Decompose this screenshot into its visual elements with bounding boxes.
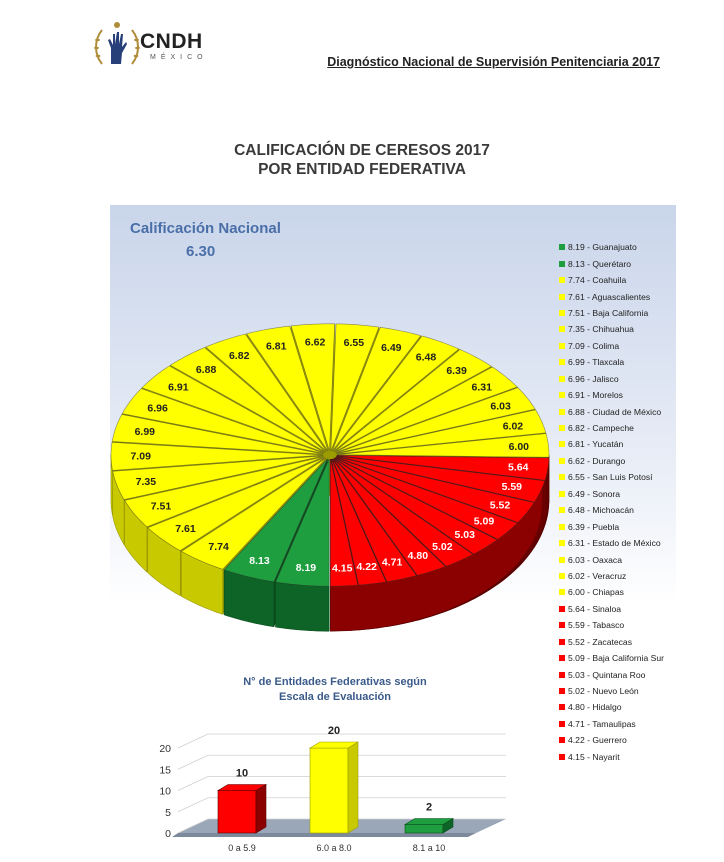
legend-label: 6.96 - Jalisco bbox=[568, 373, 619, 384]
pie-slice-label: 4.80 bbox=[407, 549, 429, 562]
pie-slice-label: 6.39 bbox=[446, 365, 467, 378]
legend-label: 4.71 - Tamaulipas bbox=[568, 718, 636, 729]
pie-slice-label: 7.61 bbox=[175, 522, 196, 535]
pie-slice-label: 7.35 bbox=[135, 475, 157, 488]
pie-slice-label: 6.02 bbox=[502, 420, 524, 433]
legend-label: 6.81 - Yucatán bbox=[568, 439, 624, 450]
bar-side bbox=[256, 785, 266, 834]
bar-category-label: 0 a 5.9 bbox=[228, 843, 256, 853]
pie-slice-label: 6.00 bbox=[508, 441, 530, 454]
bar bbox=[218, 791, 256, 834]
bar-value-label: 10 bbox=[235, 767, 249, 780]
pie-slice-label: 7.09 bbox=[130, 450, 151, 463]
pie-slice-label: 5.64 bbox=[508, 461, 529, 474]
legend-label: 4.15 - Nayarit bbox=[568, 751, 620, 762]
legend-label: 6.88 - Ciudad de México bbox=[568, 406, 662, 417]
bar bbox=[310, 748, 348, 833]
bar-floor-edge bbox=[172, 833, 476, 837]
legend-label: 6.82 - Campeche bbox=[568, 423, 634, 434]
pie-slice-label: 5.03 bbox=[454, 529, 475, 542]
pie-slice-label: 6.99 bbox=[134, 425, 156, 438]
legend-label: 5.59 - Tabasco bbox=[568, 620, 625, 631]
bar-ytick-label: 5 bbox=[165, 806, 171, 819]
pie-slice-label: 6.49 bbox=[381, 342, 402, 355]
bar-ytick-label: 10 bbox=[159, 785, 171, 798]
legend-label: 6.39 - Puebla bbox=[568, 521, 620, 532]
legend-label: 6.55 - San Luis Potosí bbox=[568, 472, 653, 483]
legend-label: 7.35 - Chihuahua bbox=[568, 324, 634, 335]
legend-label: 4.22 - Guerrero bbox=[568, 735, 627, 746]
pie-slice-label: 5.02 bbox=[432, 540, 453, 553]
bar-chart-title-line2: Escala de Evaluación bbox=[279, 691, 391, 703]
pie-slice-label: 4.71 bbox=[381, 556, 403, 569]
bar-ytick-label: 15 bbox=[159, 764, 171, 777]
pie-slice-label: 4.22 bbox=[356, 560, 377, 573]
pie-slice-label: 5.09 bbox=[473, 515, 495, 528]
pie-slice-label: 6.82 bbox=[228, 349, 250, 362]
pie-slice-label: 6.81 bbox=[266, 340, 287, 353]
bar-value-label: 2 bbox=[425, 801, 433, 814]
legend-label: 6.49 - Sonora bbox=[568, 488, 621, 499]
legend-label: 6.99 - Tlaxcala bbox=[568, 357, 625, 368]
pie-slice-label: 6.48 bbox=[415, 351, 437, 364]
legend-label: 6.31 - Estado de México bbox=[568, 538, 661, 549]
legend-label: 8.13 - Querétaro bbox=[568, 258, 632, 269]
legend-label: 7.74 - Coahuila bbox=[568, 275, 627, 286]
legend-label: 7.09 - Colima bbox=[568, 340, 620, 351]
bar-chart-area bbox=[159, 725, 506, 853]
bar-value-label: 20 bbox=[327, 725, 341, 737]
pie-slice-label: 6.55 bbox=[343, 336, 365, 349]
legend-label: 4.80 - Hidalgo bbox=[568, 702, 622, 713]
legend-label: 6.02 - Veracruz bbox=[568, 570, 627, 581]
legend-label: 7.51 - Baja California bbox=[568, 307, 649, 318]
national-score-label: Calificación Nacional bbox=[130, 220, 281, 237]
pie-slice-label: 8.13 bbox=[249, 554, 270, 567]
legend-label: 5.64 - Sinaloa bbox=[568, 603, 622, 614]
legend-label: 5.03 - Quintana Roo bbox=[568, 669, 646, 680]
pie-slice-label: 6.96 bbox=[147, 402, 168, 415]
pie-slice-label: 6.03 bbox=[490, 400, 511, 413]
pie-slice-label: 6.88 bbox=[195, 363, 217, 376]
document-title: Diagnóstico Nacional de Supervisión Penitenciaria 2017 bbox=[327, 55, 660, 69]
bar-category-label: 8.1 a 10 bbox=[412, 843, 446, 853]
legend-label: 6.00 - Chiapas bbox=[568, 587, 624, 598]
legend-label: 7.61 - Aguascalientes bbox=[568, 291, 651, 302]
legend-label: 5.02 - Nuevo León bbox=[568, 686, 639, 697]
pie-slice-label: 6.91 bbox=[168, 381, 189, 394]
pie-slice-label: 4.15 bbox=[332, 562, 353, 575]
legend-label: 5.09 - Baja California Sur bbox=[568, 653, 665, 664]
legend-label: 6.62 - Durango bbox=[568, 455, 626, 466]
chart-title-line2: POR ENTIDAD FEDERATIVA bbox=[258, 161, 466, 178]
pie-slice-label: 6.62 bbox=[304, 336, 326, 349]
pie-slice-label: 6.31 bbox=[471, 381, 492, 394]
pie-slice-label: 5.52 bbox=[489, 499, 511, 512]
chart-title-line1: CALIFICACIÓN DE CERESOS 2017 bbox=[234, 142, 490, 159]
legend-label: 6.48 - Michoacán bbox=[568, 505, 634, 516]
logo-subtext: MÉXICO bbox=[150, 54, 208, 61]
pie-slice-label: 8.19 bbox=[295, 561, 317, 574]
bar-ytick-label: 0 bbox=[165, 828, 171, 840]
bar-side bbox=[348, 742, 358, 833]
bar-chart-title-line1: N° de Entidades Federativas según bbox=[243, 676, 427, 688]
bar bbox=[405, 825, 443, 834]
legend-label: 6.91 - Morelos bbox=[568, 390, 623, 401]
pie-slice-label: 7.74 bbox=[208, 541, 229, 554]
pie-slice-label: 5.59 bbox=[501, 481, 523, 494]
legend-label: 6.03 - Oaxaca bbox=[568, 554, 622, 565]
pie-slice-label: 7.51 bbox=[150, 500, 172, 513]
legend-label: 8.19 - Guanajuato bbox=[568, 242, 637, 253]
bar-category-label: 6.0 a 8.0 bbox=[316, 843, 352, 853]
logo-text: CNDH bbox=[140, 30, 203, 53]
legend-label: 5.52 - Zacatecas bbox=[568, 636, 633, 647]
national-score-value: 6.30 bbox=[186, 243, 216, 260]
bar-ytick-label: 20 bbox=[159, 743, 171, 755]
